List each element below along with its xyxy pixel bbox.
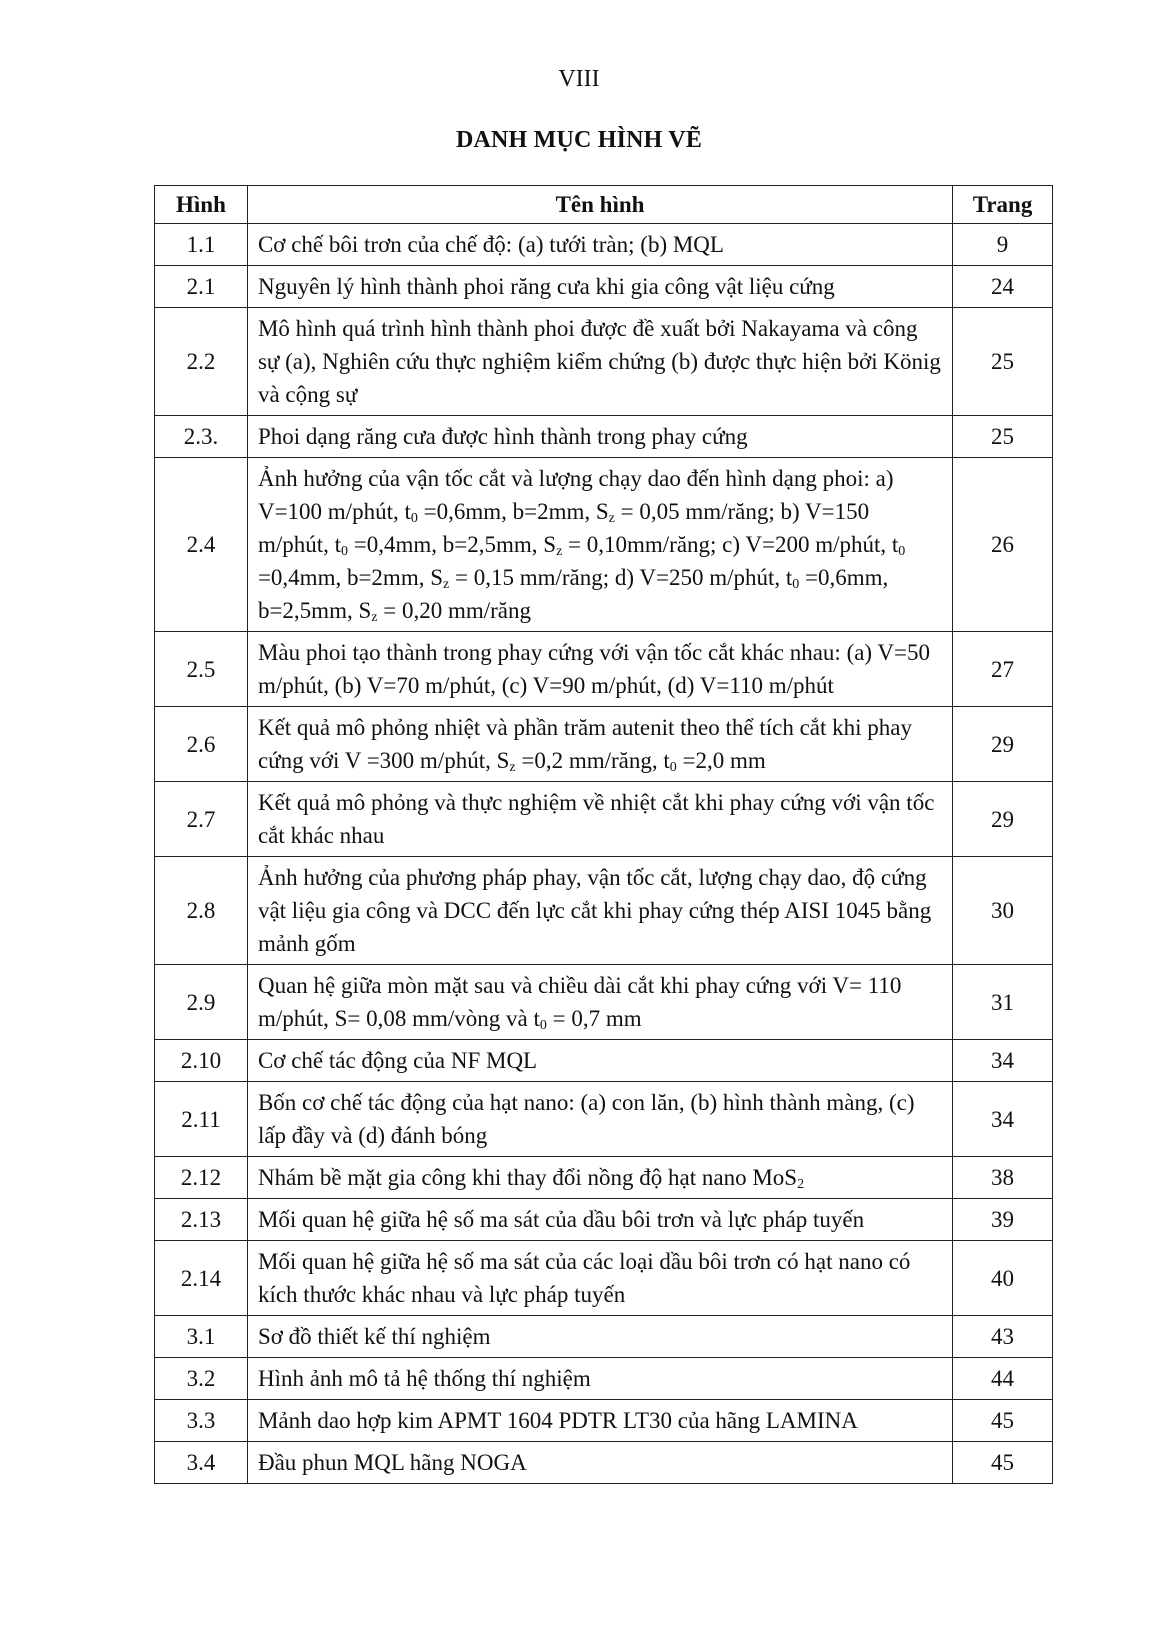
table-row xyxy=(155,782,1053,857)
figure-number: 3.2 xyxy=(155,1358,248,1400)
page-ref: 34 xyxy=(953,1040,1053,1082)
table-row xyxy=(155,308,1053,416)
table-row xyxy=(155,632,1053,707)
figure-number: 2.13 xyxy=(155,1199,248,1241)
figure-number: 2.7 xyxy=(155,782,248,857)
figure-number: 2.10 xyxy=(155,1040,248,1082)
table-row xyxy=(155,1442,1053,1484)
page-ref: 9 xyxy=(953,224,1053,266)
page-ref: 44 xyxy=(953,1358,1053,1400)
figure-number: 3.4 xyxy=(155,1442,248,1484)
figure-name: Mô hình quá trình hình thành phoi được đề xuất bởi Nakayama và công sự (a), Nghiên cứu thực nghiệm kiểm chứng (b) được thực hiện bởi König và cộng sự xyxy=(247,308,952,416)
figure-name: Mối quan hệ giữa hệ số ma sát của các loại dầu bôi trơn có hạt nano có kích thước khác nhau và lực pháp tuyến xyxy=(247,1241,952,1316)
figure-number: 2.5 xyxy=(155,632,248,707)
table-row xyxy=(155,707,1053,782)
table-row xyxy=(155,965,1053,1040)
table-row xyxy=(155,266,1053,308)
page-ref: 26 xyxy=(953,458,1053,632)
page-ref: 39 xyxy=(953,1199,1053,1241)
figure-name: Ảnh hưởng của phương pháp phay, vận tốc cắt, lượng chạy dao, độ cứng vật liệu gia công và DCC đến lực cắt khi phay cứng thép AISI 1045 bằng mảnh gốm xyxy=(247,857,952,965)
table-row xyxy=(155,416,1053,458)
figure-name: Kết quả mô phỏng và thực nghiệm về nhiệt cắt khi phay cứng với vận tốc cắt khác nhau xyxy=(247,782,952,857)
figure-number: 2.3. xyxy=(155,416,248,458)
figure-number: 2.2 xyxy=(155,308,248,416)
table-row xyxy=(155,458,1053,632)
table-row xyxy=(155,1157,1053,1199)
figure-name: Hình ảnh mô tả hệ thống thí nghiệm xyxy=(247,1358,952,1400)
table-row xyxy=(155,1082,1053,1157)
figure-name: Sơ đồ thiết kế thí nghiệm xyxy=(247,1316,952,1358)
page-ref: 25 xyxy=(953,308,1053,416)
figure-number: 2.8 xyxy=(155,857,248,965)
table-row xyxy=(155,1040,1053,1082)
table-row xyxy=(155,1316,1053,1358)
page-ref: 25 xyxy=(953,416,1053,458)
figure-number: 2.12 xyxy=(155,1157,248,1199)
figure-name: Kết quả mô phỏng nhiệt và phần trăm autenit theo thể tích cắt khi phay cứng với V =300 m/phút, $S_z =0,2$ mm/răng, $t_0 =2,0$ mm xyxy=(247,707,952,782)
figure-number: 2.6 xyxy=(155,707,248,782)
table-row xyxy=(155,1241,1053,1316)
page-ref: 27 xyxy=(953,632,1053,707)
figure-name: Nguyên lý hình thành phoi răng cưa khi gia công vật liệu cứng xyxy=(247,266,952,308)
figure-list-table xyxy=(154,185,1053,1484)
table-row xyxy=(155,1199,1053,1241)
figure-number: 2.11 xyxy=(155,1082,248,1157)
figure-name: Nhám bề mặt gia công khi thay đổi nồng độ hạt nano MoS$_2$ xyxy=(247,1157,952,1199)
figure-name: Màu phoi tạo thành trong phay cứng với vận tốc cắt khác nhau: (a) V=50 m/phút, (b) V=70 m/phút, (c) V=90 m/phút, (d) V=110 m/phút xyxy=(247,632,952,707)
page-ref: 29 xyxy=(953,782,1053,857)
figure-name: Mối quan hệ giữa hệ số ma sát của dầu bôi trơn và lực pháp tuyến xyxy=(247,1199,952,1241)
page-ref: 43 xyxy=(953,1316,1053,1358)
table-row xyxy=(155,224,1053,266)
figure-number: 2.14 xyxy=(155,1241,248,1316)
figure-number: 1.1 xyxy=(155,224,248,266)
page-title: DANH MỤC HÌNH VẼ xyxy=(455,127,703,153)
page-ref: 40 xyxy=(953,1241,1053,1316)
figure-name: Quan hệ giữa mòn mặt sau và chiều dài cắt khi phay cứng với V= 110 m/phút, S= 0,08 mm/vòng và $t_0 = 0,7$ mm xyxy=(247,965,952,1040)
figure-number: 3.3 xyxy=(155,1400,248,1442)
page-number: VIII xyxy=(558,66,600,92)
table-row xyxy=(155,857,1053,965)
page-ref: 38 xyxy=(953,1157,1053,1199)
page-ref: 34 xyxy=(953,1082,1053,1157)
table-body xyxy=(155,224,1053,1484)
figure-name: Phoi dạng răng cưa được hình thành trong phay cứng xyxy=(247,416,952,458)
page-ref: 24 xyxy=(953,266,1053,308)
figure-number: 2.9 xyxy=(155,965,248,1040)
figure-name: Cơ chế tác động của NF MQL xyxy=(247,1040,952,1082)
figure-name: Bốn cơ chế tác động của hạt nano: (a) con lăn, (b) hình thành màng, (c) lấp đầy và (d) đánh bóng xyxy=(247,1082,952,1157)
table-header-row xyxy=(155,186,1053,224)
figure-number: 3.1 xyxy=(155,1316,248,1358)
figure-name: Ảnh hưởng của vận tốc cắt và lượng chạy dao đến hình dạng phoi: a) V=100 m/phút, $t_0 =0,6mm$, b=2mm, $S_z = 0,05$ mm/răng; b) V=150 m/phút, $t_0 =0,4mm$, b=2,5mm, $S_z$ = 0,10mm/răng; c) V=200 m/phút, $t_0 =0,4mm$, b=2mm, $S_z = 0,15$ mm/răng; d) V=250 m/phút, $t_0 =0,6mm$, b=2,5mm, $S_z = 0,20$ mm/răng xyxy=(247,458,952,632)
column-header-figure: Hình xyxy=(155,186,248,224)
table-row xyxy=(155,1400,1053,1442)
figure-number: 2.1 xyxy=(155,266,248,308)
page-ref: 29 xyxy=(953,707,1053,782)
figure-name: Cơ chế bôi trơn của chế độ: (a) tưới tràn; (b) MQL xyxy=(247,224,952,266)
page-ref: 45 xyxy=(953,1400,1053,1442)
figure-name: Mảnh dao hợp kim APMT 1604 PDTR LT30 của hãng LAMINA xyxy=(247,1400,952,1442)
page-ref: 30 xyxy=(953,857,1053,965)
page-ref: 45 xyxy=(953,1442,1053,1484)
figure-name: Đầu phun MQL hãng NOGA xyxy=(247,1442,952,1484)
page-ref: 31 xyxy=(953,965,1053,1040)
column-header-page: Trang xyxy=(953,186,1053,224)
figure-number: 2.4 xyxy=(155,458,248,632)
table-row xyxy=(155,1358,1053,1400)
column-header-name: Tên hình xyxy=(247,186,952,224)
